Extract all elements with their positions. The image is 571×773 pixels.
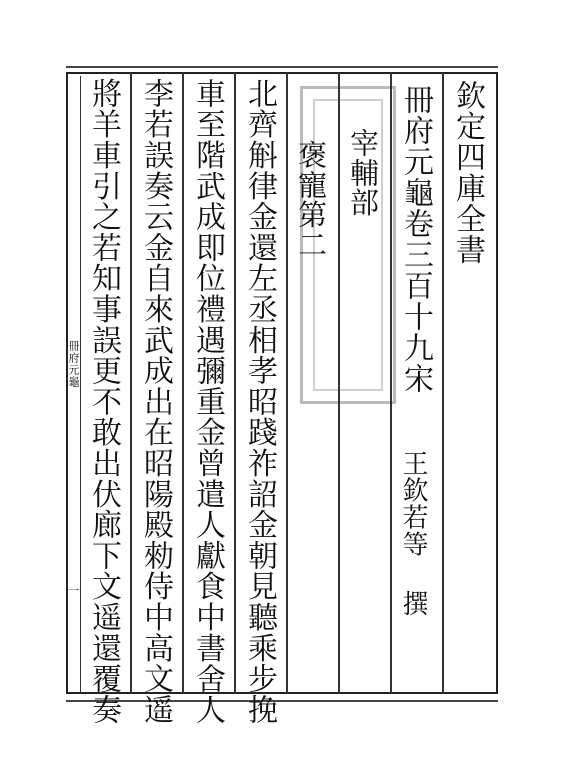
chapter-subsection: 褒寵第二 — [294, 140, 328, 260]
body-line-1: 北齊斛律金還左丞相孝昭踐祚詔金朝見聽乘步挽 — [242, 78, 277, 725]
author-role: 撰 — [398, 590, 428, 617]
body-line-3: 李若誤奏云金自來武成出在昭陽殿勑侍中高文遥 — [138, 78, 173, 725]
body-line-2: 車至階武成即位禮遇彌重金曾遣人獻食中書舍人 — [190, 78, 225, 725]
column-divider — [130, 72, 132, 694]
column-divider — [338, 72, 340, 694]
column-divider — [234, 72, 236, 694]
column-divider — [442, 72, 444, 694]
margin-title: 冊府元龜 — [67, 340, 80, 388]
top-rule — [66, 66, 498, 68]
margin-page-number: 一 — [68, 584, 79, 597]
header-title: 欽定四庫全書 — [450, 80, 485, 265]
column-divider — [286, 72, 288, 694]
author-name: 王欽若等 — [398, 450, 428, 558]
bottom-rule — [66, 700, 498, 702]
column-divider — [390, 72, 392, 694]
column-divider — [182, 72, 184, 694]
volume-title — [398, 84, 433, 394]
body-line-4: 將羊車引之若知事誤更不敢出伏廊下文遥還覆奏 — [86, 78, 121, 725]
volume-title-text: 冊府元龜卷三百十九 — [398, 84, 433, 363]
volume-suffix: 宋 — [398, 363, 433, 394]
chapter-section: 宰輔部 — [346, 128, 380, 218]
